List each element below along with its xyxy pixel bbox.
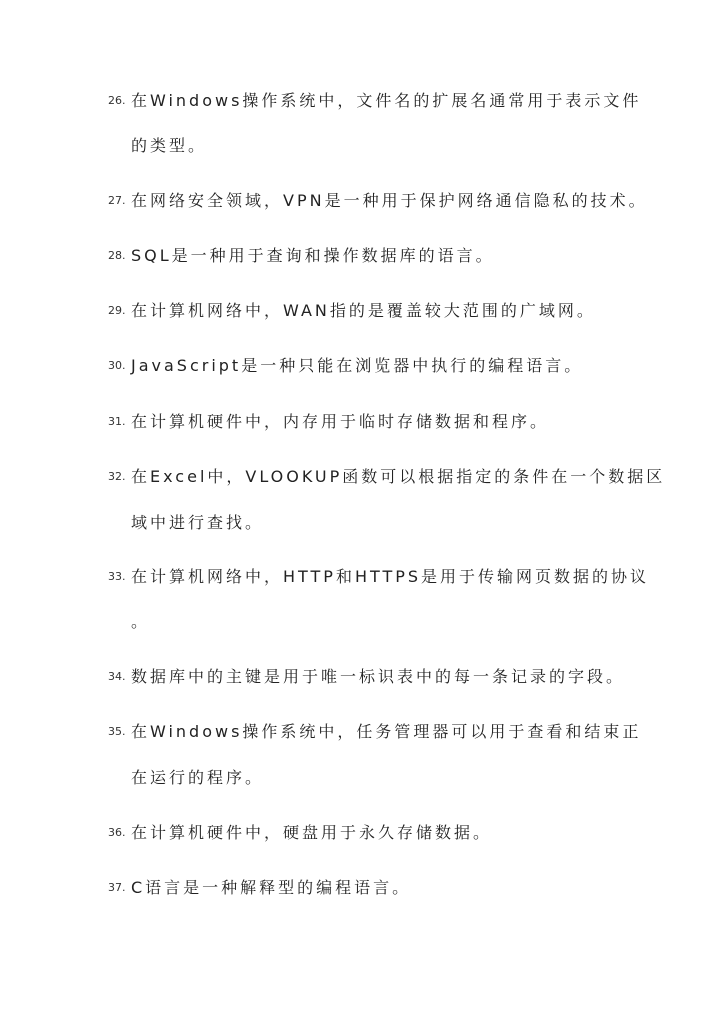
item-number: 27.	[108, 194, 126, 207]
item-number: 28.	[108, 249, 126, 262]
item-number: 37.	[108, 881, 126, 894]
statement-line: 在Windows操作系统中，文件名的扩展名通常用于表示文件	[131, 91, 642, 110]
item-number: 29.	[108, 304, 126, 317]
statement-line: 域中进行查找。	[131, 513, 265, 532]
item-number: 31.	[108, 415, 126, 428]
statement-line: 。	[131, 612, 151, 631]
statement-line: C语言是一种解释型的编程语言。	[131, 878, 412, 897]
statement-line: 在Windows操作系统中，任务管理器可以用于查看和结束正	[131, 722, 642, 741]
statement-line: 的类型。	[131, 136, 208, 155]
statement-line: 在网络安全领域，VPN是一种用于保护网络通信隐私的技术。	[131, 191, 648, 210]
item-number: 34.	[108, 670, 126, 683]
statement-line: 在运行的程序。	[131, 768, 265, 787]
statement-line: 在Excel中，VLOOKUP函数可以根据指定的条件在一个数据区	[131, 467, 666, 486]
statement-line: 在计算机硬件中，内存用于临时存储数据和程序。	[131, 412, 550, 431]
item-number: 35.	[108, 725, 126, 738]
item-number: 30.	[108, 359, 126, 372]
statement-line: 在计算机网络中，HTTP和HTTPS是用于传输网页数据的协议	[131, 567, 650, 586]
item-number: 36.	[108, 826, 126, 839]
item-number: 26.	[108, 94, 126, 107]
statement-line: SQL是一种用于查询和操作数据库的语言。	[131, 246, 495, 265]
item-number: 32.	[108, 470, 126, 483]
statement-line: JavaScript是一种只能在浏览器中执行的编程语言。	[131, 356, 584, 375]
item-number: 33.	[108, 570, 126, 583]
statement-line: 数据库中的主键是用于唯一标识表中的每一条记录的字段。	[131, 667, 626, 686]
statement-line: 在计算机硬件中，硬盘用于永久存储数据。	[131, 823, 493, 842]
statement-line: 在计算机网络中，WAN指的是覆盖较大范围的广域网。	[131, 301, 596, 320]
